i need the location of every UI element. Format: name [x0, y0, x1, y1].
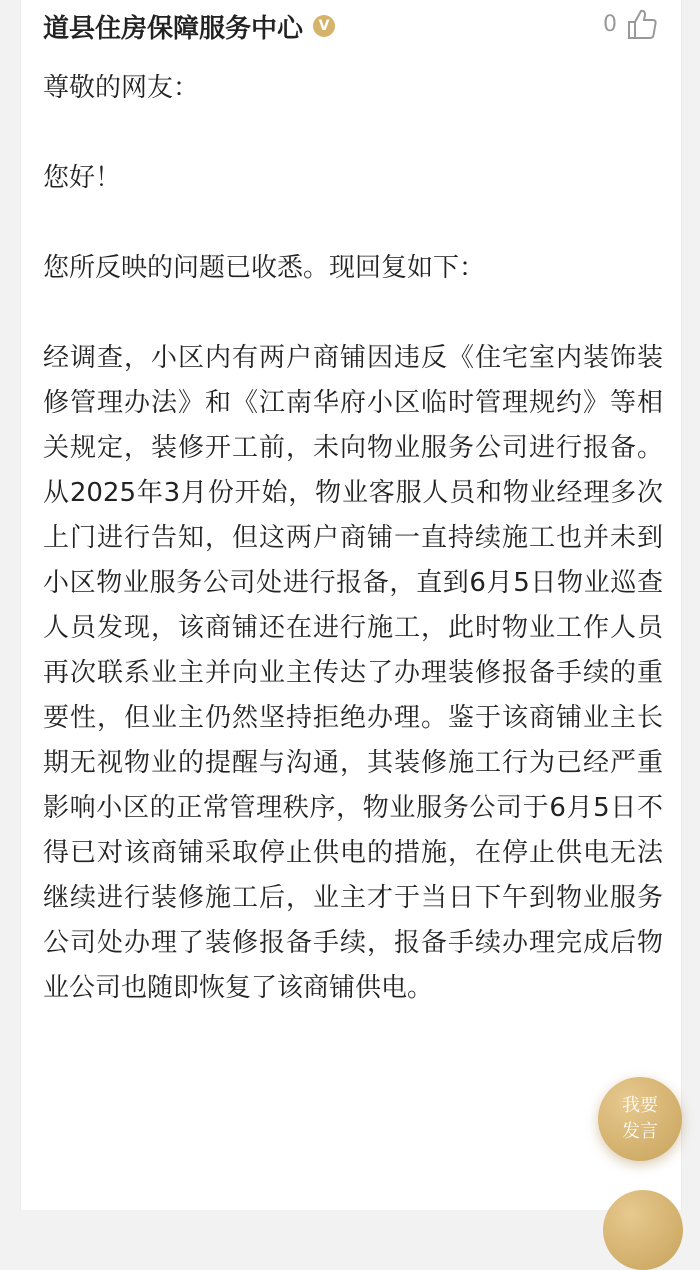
salutation: 尊敬的网友：: [43, 73, 200, 103]
like-button[interactable]: [603, 4, 659, 44]
like-count: 0: [603, 11, 617, 37]
reply-card: [20, 0, 682, 1210]
reply-body: 经调查，小区内有两户商铺因违反《住宅室内装饰装修管理办法》和《江南华府小区临时管理规约》等相关规定，装修开工前，未向物业服务公司进行报备。从2025年3月份开始，物业客服人员和物业经理多次上门进行告知，但这两户商铺一直持续施工也并未到小区物业服务公司处进行报备，直到6月5日物业巡查人员发现，该商铺还在进行施工，此时物业工作人员再次联系业主并向业主传达了办理装修报备手续的重要性，但业主仍然坚持拒绝办理。鉴于该商铺业主长期无视物业的提醒与沟通，其装修施工行为已经严重影响小区的正常管理秩序，物业服务公司于6月5日不得已对该商铺采取停止供电的措施，在停止供电无法继续进行装修施工后，业主才于当日下午到物业服务公司处办理了装修报备手续，报备手续办理完成后物业公司也随即恢复了该商铺供电。: [43, 343, 663, 1003]
secondary-floating-button[interactable]: [603, 1190, 683, 1270]
greeting: 您好！: [43, 163, 122, 193]
intro-text: 您所反映的问题已收悉。现回复如下：: [43, 253, 486, 283]
reply-content: [43, 66, 663, 1011]
speak-up-button[interactable]: [598, 1077, 682, 1161]
department-name[interactable]: 道县住房保障服务中心: [43, 13, 304, 44]
speak-up-label-line1: 我要: [622, 1095, 658, 1116]
verified-v-icon: V: [313, 15, 335, 37]
speak-up-label-line2: 发言: [622, 1121, 658, 1142]
thumbs-up-icon[interactable]: [625, 7, 659, 41]
reply-header: [43, 6, 335, 46]
